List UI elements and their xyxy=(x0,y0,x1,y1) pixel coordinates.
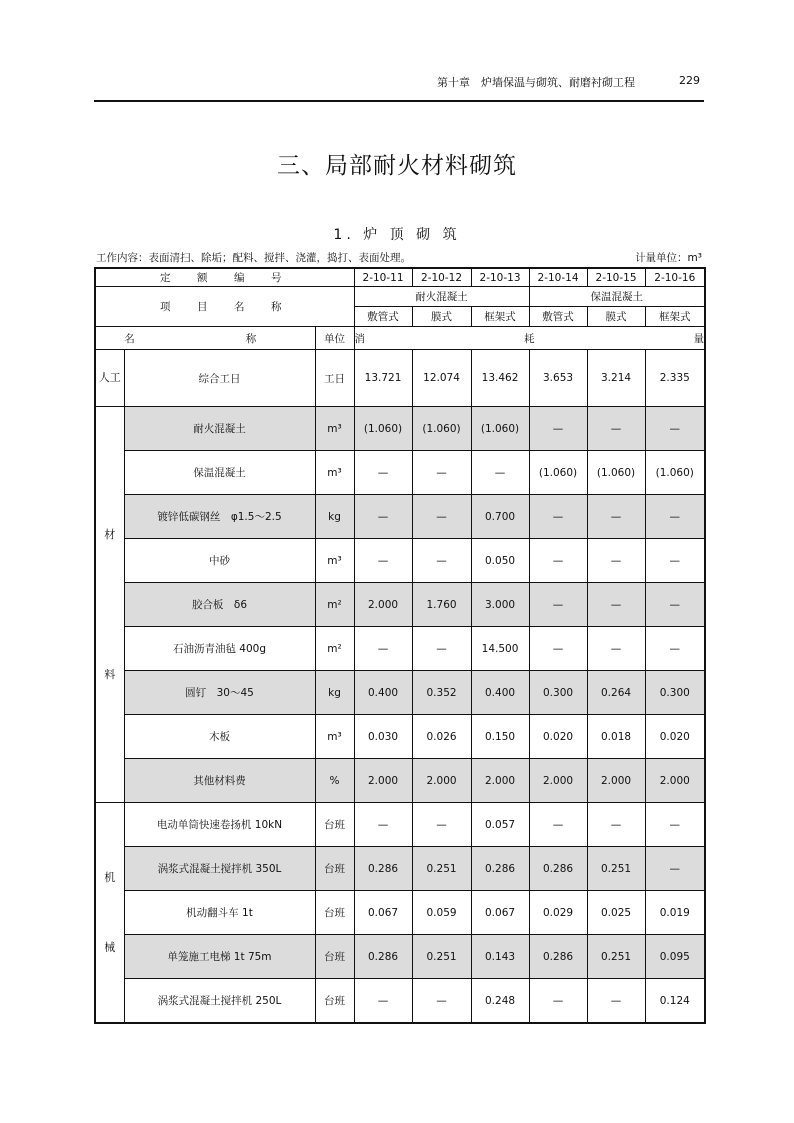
materials-item-name: 保温混凝土 xyxy=(124,451,315,495)
value-cell: 0.124 xyxy=(645,979,705,1024)
machinery-item-unit: 台班 xyxy=(315,847,354,891)
value-cell: — xyxy=(587,539,645,583)
materials-item-unit: kg xyxy=(315,495,354,539)
value-cell: — xyxy=(529,803,587,847)
value-cell: — xyxy=(412,627,471,671)
machinery-row xyxy=(95,847,705,891)
subtype-cell: 敷管式 xyxy=(529,307,587,327)
value-cell: 0.700 xyxy=(471,495,529,539)
section-title: 三、局部耐火材料砌筑 xyxy=(277,153,517,179)
value-cell: — xyxy=(587,407,645,451)
value-cell: 0.067 xyxy=(471,891,529,935)
value-cell: — xyxy=(645,627,705,671)
materials-row xyxy=(95,583,705,627)
value-cell: — xyxy=(587,495,645,539)
value-cell: — xyxy=(529,979,587,1024)
value-cell: 3.214 xyxy=(587,350,645,407)
value-cell: 0.029 xyxy=(529,891,587,935)
value-cell: — xyxy=(471,451,529,495)
materials-item-name: 中砂 xyxy=(124,539,315,583)
subsection-title: 1. 炉 顶 砌 筑 xyxy=(333,227,461,243)
group-insulation: 保温混凝土 xyxy=(529,287,705,307)
value-cell: 1.760 xyxy=(412,583,471,627)
value-cell: 0.095 xyxy=(645,935,705,979)
machinery-item-name: 涡浆式混凝土搅拌机 350L xyxy=(124,847,315,891)
labor-category: 人工 xyxy=(95,350,124,407)
materials-item-unit: m² xyxy=(315,583,354,627)
running-header xyxy=(94,70,704,94)
subtype-cell: 膜式 xyxy=(412,307,471,327)
materials-item-name: 耐火混凝土 xyxy=(124,407,315,451)
machinery-row xyxy=(95,979,705,1024)
value-cell: 0.248 xyxy=(471,979,529,1024)
machinery-category xyxy=(95,803,124,1024)
value-cell: — xyxy=(529,407,587,451)
value-cell: 0.026 xyxy=(412,715,471,759)
value-cell: 0.067 xyxy=(354,891,412,935)
value-cell: — xyxy=(412,451,471,495)
value-cell: — xyxy=(587,979,645,1024)
group-row xyxy=(95,287,705,307)
value-cell: — xyxy=(412,539,471,583)
value-cell: 12.074 xyxy=(412,350,471,407)
value-cell: 2.000 xyxy=(645,759,705,803)
machinery-category-top: 机 xyxy=(104,870,116,884)
value-cell: — xyxy=(354,627,412,671)
value-cell: 3.000 xyxy=(471,583,529,627)
value-cell: 2.000 xyxy=(354,583,412,627)
consumption-header: 消 耗 量 xyxy=(354,327,705,350)
subtype-cell: 敷管式 xyxy=(354,307,412,327)
value-cell: 0.264 xyxy=(587,671,645,715)
value-cell: — xyxy=(354,451,412,495)
value-cell: 2.335 xyxy=(645,350,705,407)
value-cell: 3.653 xyxy=(529,350,587,407)
machinery-item-name: 单笼施工电梯 1t 75m xyxy=(124,935,315,979)
code-cell: 2-10-14 xyxy=(529,268,587,287)
materials-item-unit: m³ xyxy=(315,451,354,495)
labor-row xyxy=(95,350,705,407)
value-cell: 13.462 xyxy=(471,350,529,407)
value-cell: 0.286 xyxy=(529,847,587,891)
value-cell: — xyxy=(354,979,412,1024)
value-cell: 13.721 xyxy=(354,350,412,407)
materials-category-bottom: 料 xyxy=(104,667,116,681)
value-cell: 0.251 xyxy=(412,847,471,891)
machinery-item-name: 电动单筒快速卷扬机 10kN xyxy=(124,803,315,847)
value-cell: — xyxy=(645,583,705,627)
value-cell: 0.352 xyxy=(412,671,471,715)
machinery-item-unit: 台班 xyxy=(315,935,354,979)
materials-item-name: 其他材料费 xyxy=(124,759,315,803)
value-cell: — xyxy=(529,495,587,539)
materials-row xyxy=(95,627,705,671)
value-cell: 0.150 xyxy=(471,715,529,759)
value-cell: 0.030 xyxy=(354,715,412,759)
item-label: 项 目 名 称 xyxy=(95,287,354,327)
value-cell: 2.000 xyxy=(471,759,529,803)
page-number: 229 xyxy=(679,74,700,87)
materials-row xyxy=(95,495,705,539)
value-cell: — xyxy=(645,495,705,539)
materials-category-top: 材 xyxy=(104,527,116,541)
value-cell: 0.251 xyxy=(412,935,471,979)
materials-item-unit: m³ xyxy=(315,539,354,583)
value-cell: — xyxy=(587,627,645,671)
value-cell: 0.251 xyxy=(587,935,645,979)
machinery-row xyxy=(95,891,705,935)
unit-note: 计量单位：m³ xyxy=(635,252,702,264)
materials-row xyxy=(95,715,705,759)
value-cell: 0.057 xyxy=(471,803,529,847)
quota-code-row xyxy=(95,268,705,287)
value-cell: — xyxy=(587,803,645,847)
value-cell: 0.025 xyxy=(587,891,645,935)
materials-item-unit: kg xyxy=(315,671,354,715)
value-cell: 0.018 xyxy=(587,715,645,759)
materials-row xyxy=(95,671,705,715)
machinery-row xyxy=(95,935,705,979)
machinery-row xyxy=(95,803,705,847)
value-cell: 2.000 xyxy=(529,759,587,803)
labor-name: 综合工日 xyxy=(124,350,315,407)
subtype-cell: 框架式 xyxy=(645,307,705,327)
value-cell: 0.286 xyxy=(529,935,587,979)
code-cell: 2-10-15 xyxy=(587,268,645,287)
value-cell: 0.059 xyxy=(412,891,471,935)
materials-item-unit: m³ xyxy=(315,407,354,451)
code-cell: 2-10-13 xyxy=(471,268,529,287)
code-cell: 2-10-12 xyxy=(412,268,471,287)
value-cell: — xyxy=(645,803,705,847)
value-cell: — xyxy=(645,847,705,891)
column-header-row xyxy=(95,327,705,350)
materials-item-unit: m² xyxy=(315,627,354,671)
unit-header: 单位 xyxy=(315,327,354,350)
materials-row xyxy=(95,539,705,583)
header-rule xyxy=(94,100,704,102)
value-cell: — xyxy=(412,979,471,1024)
value-cell: 0.020 xyxy=(645,715,705,759)
quota-table xyxy=(94,267,751,1024)
value-cell: — xyxy=(354,495,412,539)
value-cell: 0.286 xyxy=(471,847,529,891)
value-cell: 0.143 xyxy=(471,935,529,979)
value-cell: (1.060) xyxy=(354,407,412,451)
value-cell: — xyxy=(645,539,705,583)
materials-item-name: 石油沥青油毡 400g xyxy=(124,627,315,671)
value-cell: 2.000 xyxy=(354,759,412,803)
materials-item-name: 圆钉 30～45 xyxy=(124,671,315,715)
name-header: 名 称 xyxy=(95,327,315,350)
work-content: 工作内容：表面清扫、除垢；配料、搅拌、浇灌，捣打、表面处理。 xyxy=(96,252,411,264)
subtype-cell: 膜式 xyxy=(587,307,645,327)
subtype-cell: 框架式 xyxy=(471,307,529,327)
value-cell: 0.050 xyxy=(471,539,529,583)
machinery-item-unit: 台班 xyxy=(315,979,354,1024)
value-cell: — xyxy=(412,803,471,847)
value-cell: 0.300 xyxy=(645,671,705,715)
code-cell: 2-10-11 xyxy=(354,268,412,287)
chapter-title: 第十章 炉墙保温与砌筑、耐磨衬砌工程 xyxy=(437,76,635,89)
value-cell: (1.060) xyxy=(412,407,471,451)
code-cell: 2-10-16 xyxy=(645,268,705,287)
value-cell: — xyxy=(587,583,645,627)
machinery-category-bottom: 械 xyxy=(104,940,116,954)
value-cell: 0.286 xyxy=(354,847,412,891)
machinery-item-unit: 台班 xyxy=(315,891,354,935)
machinery-item-name: 机动翻斗车 1t xyxy=(124,891,315,935)
value-cell: — xyxy=(354,539,412,583)
materials-item-name: 胶合板 δ6 xyxy=(124,583,315,627)
value-cell: 14.500 xyxy=(471,627,529,671)
value-cell: (1.060) xyxy=(645,451,705,495)
value-cell: — xyxy=(529,539,587,583)
value-cell: — xyxy=(645,407,705,451)
materials-item-unit: % xyxy=(315,759,354,803)
value-cell: — xyxy=(412,495,471,539)
materials-item-name: 木板 xyxy=(124,715,315,759)
value-cell: (1.060) xyxy=(587,451,645,495)
value-cell: (1.060) xyxy=(529,451,587,495)
machinery-item-unit: 台班 xyxy=(315,803,354,847)
value-cell: 0.251 xyxy=(587,847,645,891)
value-cell: 0.286 xyxy=(354,935,412,979)
value-cell: 0.400 xyxy=(354,671,412,715)
materials-row xyxy=(95,759,705,803)
value-cell: 0.400 xyxy=(471,671,529,715)
value-cell: 2.000 xyxy=(412,759,471,803)
materials-row xyxy=(95,451,705,495)
value-cell: (1.060) xyxy=(471,407,529,451)
value-cell: 2.000 xyxy=(587,759,645,803)
value-cell: — xyxy=(529,583,587,627)
group-refractory: 耐火混凝土 xyxy=(354,287,529,307)
value-cell: — xyxy=(354,803,412,847)
labor-unit: 工日 xyxy=(315,350,354,407)
value-cell: 0.300 xyxy=(529,671,587,715)
materials-row xyxy=(95,407,705,451)
materials-item-name: 镀锌低碳钢丝 φ1.5～2.5 xyxy=(124,495,315,539)
machinery-item-name: 涡浆式混凝土搅拌机 250L xyxy=(124,979,315,1024)
value-cell: — xyxy=(529,627,587,671)
materials-category xyxy=(95,407,124,803)
quota-label: 定 额 编 号 xyxy=(95,268,354,287)
materials-item-unit: m³ xyxy=(315,715,354,759)
value-cell: 0.019 xyxy=(645,891,705,935)
value-cell: 0.020 xyxy=(529,715,587,759)
